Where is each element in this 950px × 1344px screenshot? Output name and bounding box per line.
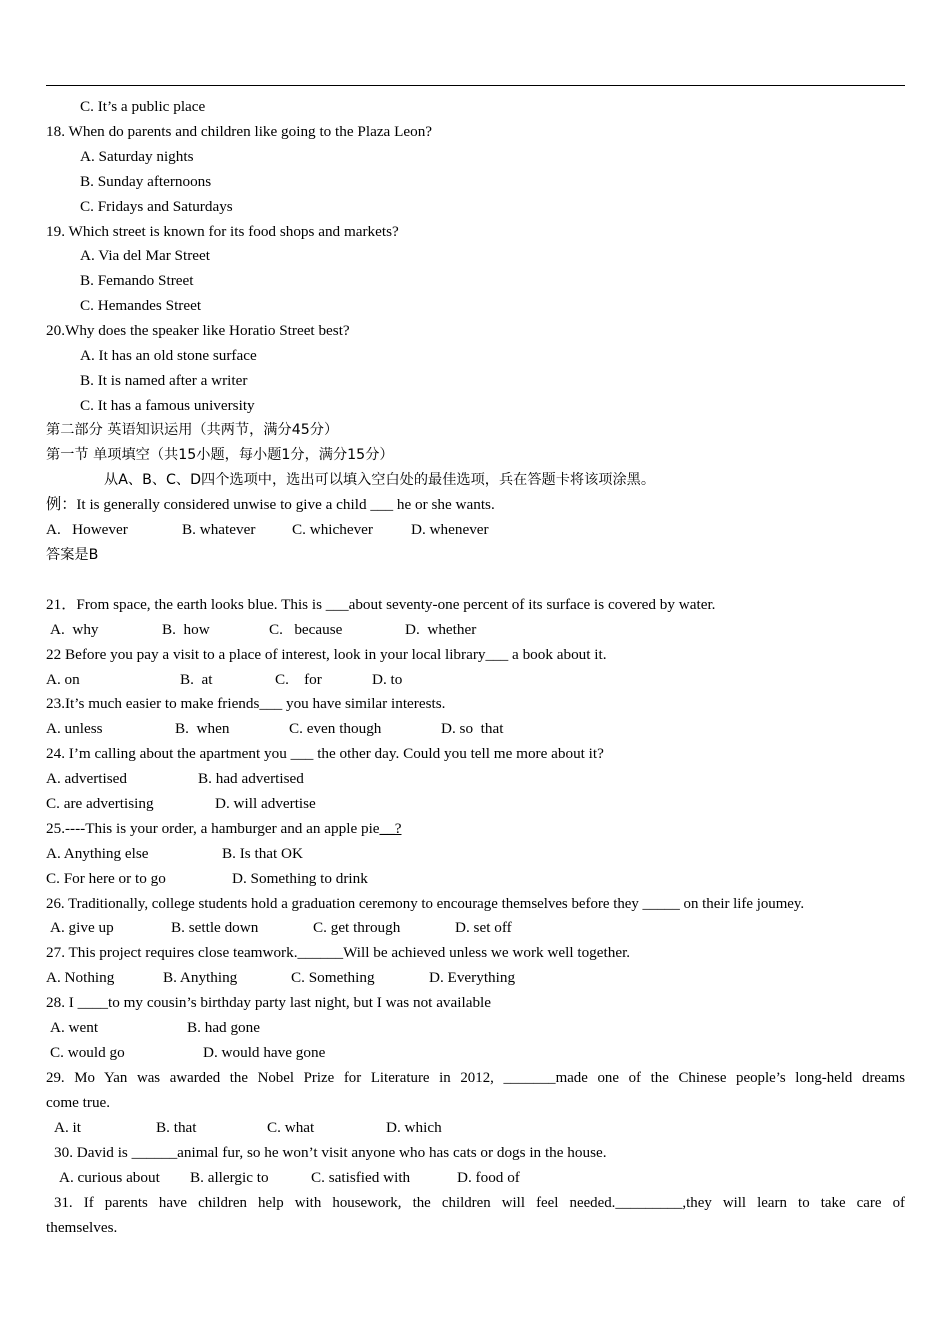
q27-option-b: B. Anything (163, 969, 238, 986)
q18-option-b: B. Sunday afternoons (80, 173, 212, 190)
q27-stem: 27. This project requires close teamwork.______Will be achieved unless we work well together. (46, 944, 631, 961)
q25-option-a: A. Anything else (46, 845, 149, 862)
q17-option-c: C. It’s a public place (80, 98, 206, 115)
q29-stem-line2: come true. (46, 1094, 111, 1111)
q29-option-d: D. which (386, 1119, 442, 1136)
example-option-d: D. whenever (411, 521, 489, 538)
q23-option-d: D. so that (441, 720, 504, 737)
q25-options-cd (0, 869, 950, 889)
q30-option-d: D. food of (457, 1169, 520, 1186)
q26-option-c: C. get through (313, 919, 401, 936)
q24-option-c: C. are advertising (46, 795, 154, 812)
q21-option-c: C. because (269, 621, 343, 638)
q20-stem: 20.Why does the speaker like Horatio Street best? (46, 322, 350, 339)
q30-option-b: B. allergic to (190, 1169, 269, 1186)
q28-option-a: A. went (50, 1019, 99, 1036)
q29-stem-line1: 29. Mo Yan was awarded the Nobel Prize for Literature in 2012, _______made one of the Chinese people’s long-held dreams (46, 1070, 905, 1086)
q29-option-c: C. what (267, 1119, 315, 1136)
section1-instructions: 从A、B、C、D四个选项中，选出可以填入空白处的最佳选项，兵在答题卡将该项涂黑。 (104, 472, 656, 488)
q19-option-b: B. Femando Street (80, 272, 194, 289)
q22-option-b: B. at (180, 671, 213, 688)
example-stem: 例：It is generally considered unwise to give a child ___ he or she wants. (46, 496, 495, 513)
q22-option-c: C. for (275, 671, 322, 688)
q20-option-a: A. It has an old stone surface (80, 347, 257, 364)
q30-options (0, 1168, 950, 1188)
q24-option-b: B. had advertised (198, 770, 304, 787)
example-option-b: B. whatever (182, 521, 256, 538)
q18-stem: 18. When do parents and children like going to the Plaza Leon? (46, 123, 433, 140)
q25-option-c: C. For here or to go (46, 870, 166, 887)
header-rule (46, 85, 905, 86)
q28-options-ab (0, 1018, 950, 1038)
q25-blank: __? (379, 820, 402, 837)
q27-options (0, 968, 950, 988)
example-option-a: A. However (46, 521, 128, 538)
q18-option-a: A. Saturday nights (80, 148, 194, 165)
q24-option-d: D. will advertise (215, 795, 316, 812)
q25-option-d: D. Something to drink (232, 870, 368, 887)
q22-option-d: D. to (372, 671, 403, 688)
q19-stem: 19. Which street is known for its food shops and markets? (46, 223, 399, 240)
q24-option-a: A. advertised (46, 770, 127, 787)
part2-heading: 第二部分 英语知识运用（共两节，满分45分） (46, 422, 339, 438)
q29-option-a: A. it (54, 1119, 82, 1136)
q25-options-ab (0, 844, 950, 864)
q24-options-cd (0, 794, 950, 814)
q23-option-c: C. even though (289, 720, 382, 737)
q26-option-a: A. give up (50, 919, 114, 936)
q28-option-d: D. would have gone (203, 1044, 326, 1061)
q22-option-a: A. on (46, 671, 80, 688)
q30-option-c: C. satisfied with (311, 1169, 411, 1186)
q25-stem-line (46, 819, 906, 839)
q22-stem: 22 Before you pay a visit to a place of interest, look in your local library___ a book about it. (46, 646, 607, 663)
q26-option-b: B. settle down (171, 919, 259, 936)
q21-option-a: A. why (50, 621, 99, 638)
q21-option-b: B. how (162, 621, 210, 638)
q28-option-c: C. would go (50, 1044, 125, 1061)
q31-stem-line1: 31. If parents have children help with housework, the children will feel needed._________,they will learn to take care of (54, 1195, 905, 1211)
q20-option-c: C. It has a famous university (80, 397, 255, 414)
q24-options-ab (0, 769, 950, 789)
q27-option-d: D. Everything (429, 969, 516, 986)
q28-option-b: B. had gone (187, 1019, 260, 1036)
q24-stem: 24. I’m calling about the apartment you ___ the other day. Could you tell me more about it? (46, 745, 604, 762)
q19-option-c: C. Hemandes Street (80, 297, 202, 314)
q21-stem: 21．From space, the earth looks blue. This is ___about seventy-one percent of its surface is covered by water. (46, 596, 716, 613)
q27-option-c: C. Something (291, 969, 375, 986)
section1-heading: 第一节 单项填空（共15小题，每小题1分，满分15分） (46, 447, 394, 463)
q23-option-b: B. when (175, 720, 230, 737)
q28-stem: 28. I ____to my cousin’s birthday party last night, but I was not available (46, 994, 492, 1011)
q23-options (0, 719, 950, 739)
q30-stem: 30. David is ______animal fur, so he won’t visit anyone who has cats or dogs in the house. (54, 1144, 607, 1161)
q25-stem: 25.----This is your order, a hamburger and an apple pie (46, 820, 380, 837)
q21-options (0, 620, 950, 640)
example-answer: 答案是B (46, 547, 99, 563)
q18-option-c: C. Fridays and Saturdays (80, 198, 233, 215)
example-options (0, 520, 950, 540)
q25-option-b: B. Is that OK (222, 845, 303, 862)
q27-option-a: A. Nothing (46, 969, 115, 986)
q26-option-d: D. set off (455, 919, 512, 936)
example-option-c: C. whichever (292, 521, 373, 538)
q21-option-d: D. whether (405, 621, 477, 638)
q31-stem-line2: themselves. (46, 1219, 118, 1236)
q26-stem: 26. Traditionally, college students hold a graduation ceremony to encourage themselves before they _____ on their life joumey. (46, 896, 805, 912)
q29-option-b: B. that (156, 1119, 197, 1136)
q22-options (0, 670, 950, 690)
q23-option-a: A. unless (46, 720, 103, 737)
q23-stem: 23.It’s much easier to make friends___ you have similar interests. (46, 695, 446, 712)
q29-options (0, 1118, 950, 1138)
q30-option-a: A. curious about (59, 1169, 160, 1186)
q26-options (0, 918, 950, 938)
q19-option-a: A. Via del Mar Street (80, 247, 210, 264)
q28-options-cd (0, 1043, 950, 1063)
q20-option-b: B. It is named after a writer (80, 372, 248, 389)
